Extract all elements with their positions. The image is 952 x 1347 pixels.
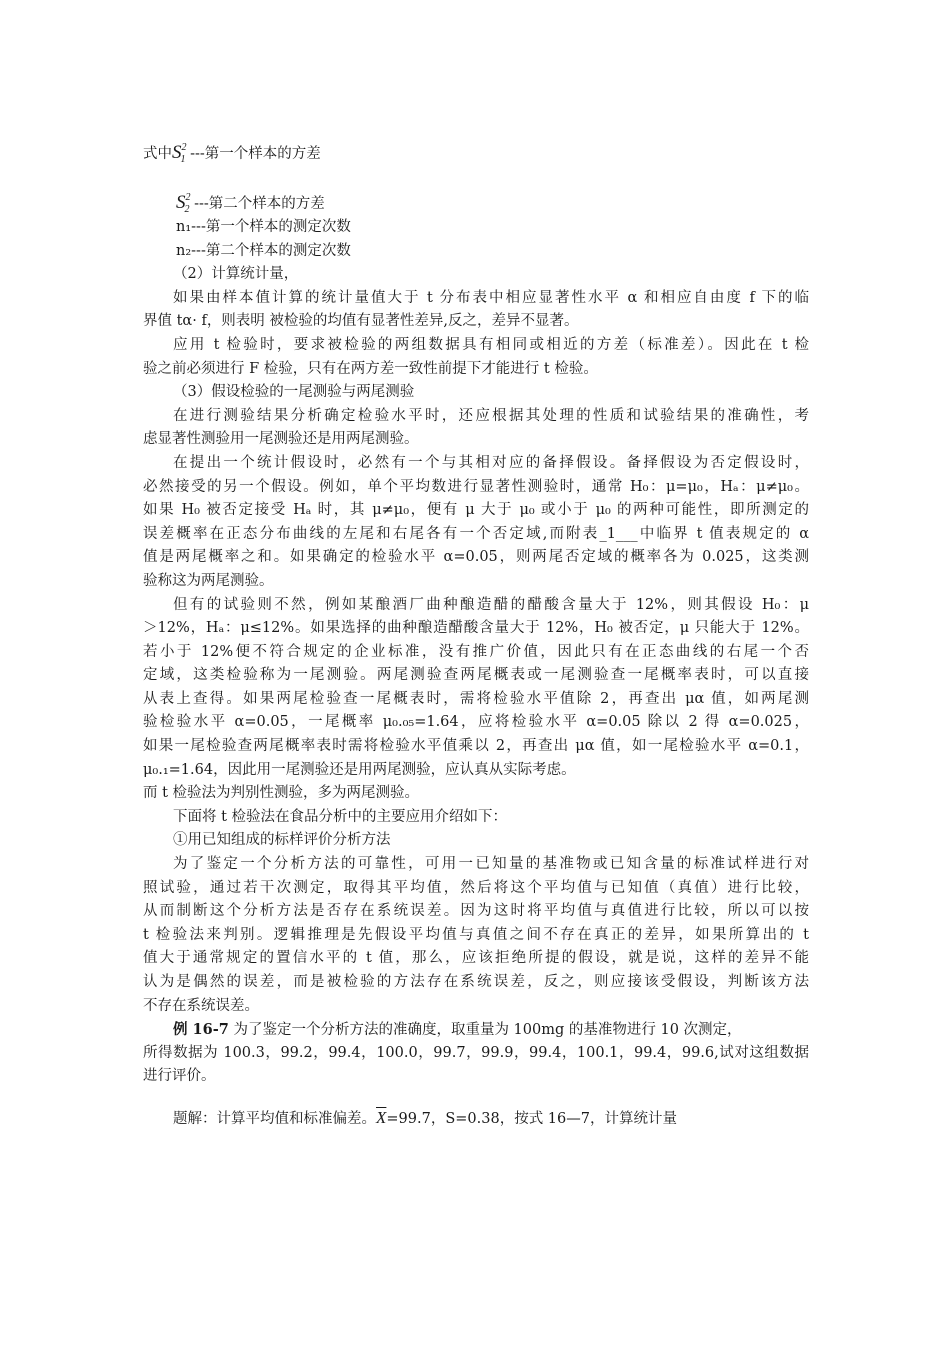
- def-n1: n₁---第一个样本的测定次数: [176, 219, 351, 235]
- paragraph-line: 必然接受的另一个假设。例如，单个平均数进行显著性测验时，通常 H₀：μ=μ₀，Hₐ：μ≠μ₀。: [143, 478, 809, 495]
- paragraph-line: 值大于通常规定的置信水平的 t 值，那么，应该拒绝所提的假设，就是说，这样的差异不能: [143, 950, 809, 967]
- paragraph-line: 不存在系统误差。: [143, 997, 259, 1014]
- solution-prefix: 题解：计算平均值和标准偏差。: [173, 1110, 376, 1127]
- s1-squared-symbol: $S^2_1$: [172, 142, 187, 165]
- example-line-3: 进行评价。: [143, 1068, 216, 1085]
- paragraph-line: 虑显著性测验用一尾测验还是用两尾测验。: [143, 431, 419, 448]
- paragraph-line: 验称这为两尾测验。: [143, 572, 274, 589]
- x-bar-symbol: $\overline{X}$: [376, 1107, 387, 1127]
- paragraph-line: 从而制断这个分析方法是否存在系统误差。因为这时将平均值与真值进行比较，所以可以按: [143, 903, 809, 920]
- paragraph-line: 界值 tα· f，则表明 被检验的均值有显著性差异,反之，差异不显著。: [143, 313, 579, 330]
- paragraph-line: 为了鉴定一个分析方法的可靠性，可用一已知量的基准物或已知含量的标准试样进行对: [173, 856, 809, 873]
- paragraph-line: 误差概率在正态分布曲线的左尾和右尾各有一个否定域,而附表_1___中临界 t 值表规定的 α: [143, 525, 809, 542]
- example-line-2: 所得数据为 100.3，99.2，99.4，100.0，99.7，99.9，99.4，100.1，99.4，99.6,试对这组数据: [143, 1044, 809, 1061]
- solution-suffix: =99.7，S=0.38，按式 16—7，计算统计量: [386, 1110, 677, 1127]
- paragraph-line: 验之前必须进行 F 检验，只有在两方差一致性前提下才能进行 t 检验。: [143, 360, 598, 377]
- paragraph-line: 如果 H₀ 被否定接受 Hₐ 时，其 μ≠μ₀，便有 μ 大于 μ₀ 或小于 μ₀ 的两种可能性，即所测定的: [143, 502, 809, 519]
- paragraph-line: 定域，这类检验称为一尾测验。两尾测验查两尾概表或一尾测验查一尾概率表时，可以直接: [143, 667, 809, 684]
- paragraph-line: 验检验水平 α=0.05，一尾概率 μ₀.₀₅=1.64，应将检验水平 α=0.05 除以 2 得 α=0.025，: [143, 714, 809, 731]
- paragraph-line: 认为是偶然的误差，而是被检验的方法存在系统误差，反之，则应接该受假设，判断该方法: [143, 974, 809, 990]
- example-label: 例 16-7: [173, 1021, 229, 1039]
- paragraph-line: 在提出一个统计假设时，必然有一个与其相对应的备择假设。备择假设为否定假设时，: [173, 454, 809, 471]
- paragraph-line: 若小于 12%便不符合规定的企业标准，没有推广价值，因此只有在正态曲线的右尾一个否: [143, 643, 809, 660]
- paragraph-line: ＞12%，Hₐ：μ≤12%。如果选择的曲种酿造醋酸含量大于 12%，H₀ 被否定，μ 只能大于 12%。: [143, 620, 809, 637]
- def-n2: n₂---第二个样本的测定次数: [176, 242, 351, 259]
- paragraph-line: 值是两尾概率之和。如果确定的检验水平 α=0.05，则两尾否定域的概率各为 0.025，这类测: [143, 549, 809, 566]
- paragraph-line: 如果由样本值计算的统计量值大于 t 分布表中相应显著性水平 α 和相应自由度 f 下的临: [173, 289, 809, 306]
- example-text-1: 为了鉴定一个分析方法的准确度，取重量为 100mg 的基准物进行 10 次测定，: [228, 1022, 742, 1039]
- paragraph-line: 下面将 t 检验法在食品分析中的主要应用介绍如下：: [173, 808, 508, 825]
- def-s2-desc: ---第二个样本的方差: [194, 196, 325, 212]
- paragraph-line: 如果一尾检验查两尾概率表时需将检验水平值乘以 2，再查出 μα 值，如一尾检验水平 α=0.1，: [143, 738, 809, 755]
- def-s1-desc: ---第一个样本的方差: [190, 146, 321, 162]
- paragraph-line: 从表上查得。如果两尾检验查一尾概表时，需将检验水平值除 2，再查出 μα 值，如两尾测: [143, 690, 809, 707]
- s2-squared-symbol: $S^2_2$: [176, 192, 191, 215]
- def-s1: [143, 130, 809, 166]
- section-heading: （3）假设检验的一尾测验与两尾测验: [173, 384, 415, 401]
- def-s1-prefix: 式中: [143, 146, 172, 162]
- paragraph-line: t 检验法来判别。逻辑推理是先假设平均值与真值之间不存在真正的差异，如果所算出的 t: [143, 926, 809, 943]
- paragraph-line: 但有的试验则不然，例如某酿酒厂曲种酿造醋的醋酸含量大于 12%，则其假设 H₀：μ: [173, 596, 809, 613]
- paragraph-line: 在进行测验结果分析确定检验水平时，还应根据其处理的性质和试验结果的准确性，考: [173, 407, 809, 424]
- paragraph-line: 应用 t 检验时，要求被检验的两组数据具有相同或相近的方差（标准差）。因此在 t 检: [173, 336, 809, 353]
- paragraph-line: （2）计算统计量，: [173, 266, 299, 283]
- example-line-1: [143, 1018, 809, 1042]
- solution-line: [143, 1103, 809, 1133]
- paragraph-line: μ₀.₁=1.64，因此用一尾测验还是用两尾测验，应认真从实际考虑。: [143, 761, 576, 778]
- subsection-heading: ①用已知组成的标样评价分析方法: [173, 832, 391, 849]
- paragraph-line: 照试验，通过若干次测定，取得其平均值，然后将这个平均值与已知值（真值）进行比较，: [143, 879, 809, 896]
- def-s2: [143, 180, 809, 216]
- paragraph-line: 而 t 检验法为判别性测验，多为两尾测验。: [143, 785, 420, 802]
- document-body: [143, 130, 809, 1133]
